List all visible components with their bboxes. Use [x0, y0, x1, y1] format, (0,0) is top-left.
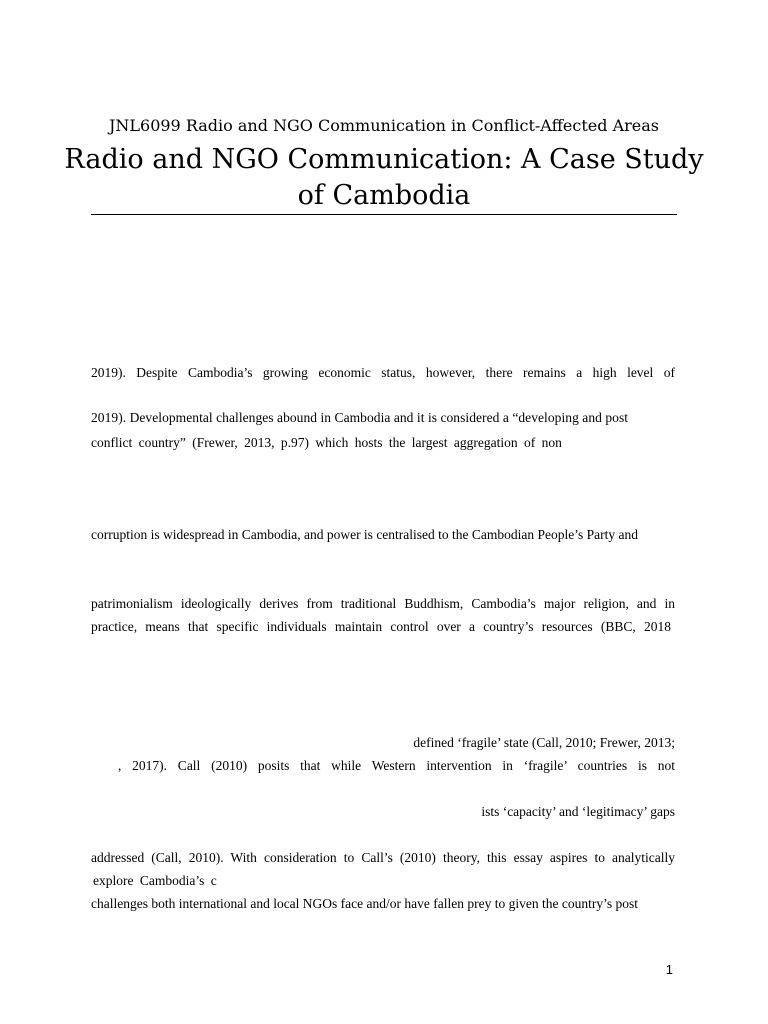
body-line: challenges both international and local NGOs face and/or have fallen prey to given the country’s post — [91, 896, 638, 911]
body-line: defined ‘fragile’ state (Call, 2010; Frewer, 2013; — [413, 735, 675, 750]
page-number: 1 — [665, 962, 673, 977]
course-code-line: JNL6099 Radio and NGO Communication in Conflict-Affected Areas — [108, 116, 660, 135]
body-line: ists ‘capacity’ and ‘legitimacy’ gaps — [481, 804, 675, 819]
body-line: 2019). Developmental challenges abound in Cambodia and it is considered a “developing and post — [91, 410, 629, 425]
body-line: 2019). Despite Cambodia’s growing economic status, however, there remains a high level of — [91, 365, 675, 380]
body-line: patrimonialism ideologically derives from traditional Buddhism, Cambodia’s major religion, and in — [91, 596, 675, 611]
body-line: practice, means that specific individuals maintain control over a country’s resources (BBC, 2018 — [91, 619, 671, 634]
body-line: conflict country” (Frewer, 2013, p.97) which hosts the largest aggregation of non — [91, 435, 562, 450]
document-title: Radio and NGO Communication: A Case Study of Cambodia — [64, 144, 704, 211]
body-line: addressed (Call, 2010). With consideration to Call’s (2010) theory, this essay aspires to analytically — [91, 850, 675, 865]
body-line: corruption is widespread in Cambodia, and power is centralised to the Cambodian People’s Party and — [91, 527, 639, 542]
title-underline — [91, 214, 677, 215]
body-line: explore Cambodia’s c — [93, 873, 217, 888]
body-line: , 2017). Call (2010) posits that while Western intervention in ‘fragile’ countries is not — [118, 758, 675, 773]
